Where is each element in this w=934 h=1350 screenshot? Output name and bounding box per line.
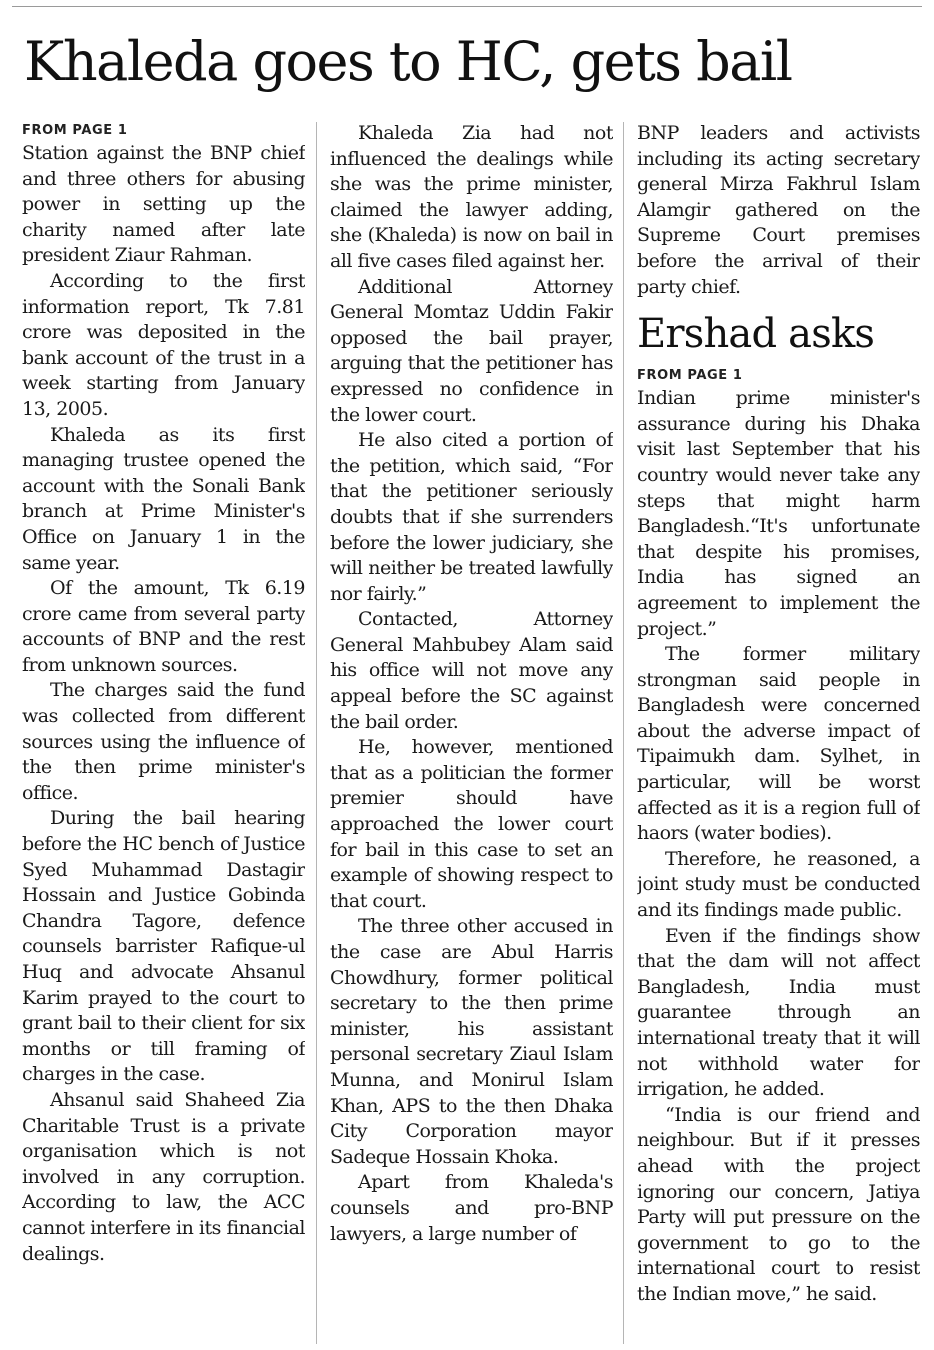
column-divider (623, 122, 624, 1344)
paragraph: Apart from Khaleda's counsels and pro-BNP lawyers, a large number of (330, 1171, 613, 1245)
paragraph: The former military strongman said people in Bangladesh were concerned about the adverse impact of Tipaimukh dam. Sylhet, in particular, will be worst affected as it is a region full of haors (water bodies). (637, 643, 920, 845)
article-column-3 (637, 121, 920, 1343)
top-rule (12, 6, 922, 7)
paragraph: He, however, mentioned that as a politician the former premier should have approached the lower court for bail in this case to set an example of showing respect to that court. (330, 736, 613, 912)
paragraph: Additional Attorney General Momtaz Uddin Fakir opposed the bail prayer, arguing that the petitioner has expressed no confidence in the lower court. (330, 275, 613, 426)
paragraph: Station against the BNP chief and three others for abusing power in setting up the charity named after late president Ziaur Rahman. (22, 142, 305, 267)
headline: Khaleda goes to HC, gets bail (24, 30, 792, 93)
article-column-1 (22, 121, 305, 1343)
paragraph: BNP leaders and activists including its acting secretary general Mirza Fakhrul Islam Alamgir gathered on the Supreme Court premises before the arrival of their party chief. (637, 122, 920, 298)
paragraph: He also cited a portion of the petition, which said, “For that the petitioner seriously doubts that if she surrenders before the lower judiciary, she will neither be treated lawfully nor fairly.” (330, 429, 613, 605)
paragraph: Khaleda Zia had not influenced the dealings while she was the prime minister, claimed the lawyer adding, she (Khaleda) is now on bail in all five cases filed against her. (330, 122, 613, 272)
paragraph: The three other accused in the case are Abul Harris Chowdhury, former political secretary to the then prime minister, his assistant personal secretary Ziaul Islam Munna, and Monirul Islam Khan, APS to the then Dhaka City Corporation mayor Sadeque Hossain Khoka. (330, 915, 613, 1168)
paragraph: Khaleda as its first managing trustee opened the account with the Sonali Bank branch at Prime Minister's Office on January 1 in the same year. (22, 423, 305, 574)
paragraph: According to the first information report, Tk 7.81 crore was deposited in the bank account of the trust in a week starting from January 13, 2005. (22, 269, 305, 420)
article-column-2 (330, 121, 613, 1343)
second-story-headline: Ershad asks (637, 311, 875, 358)
paragraph: “India is our friend and neighbour. But if it presses ahead with the project ignoring our concern, Jatiya Party will put pressure on the government to go to the international court to resist the Indian move,” he said. (637, 1103, 920, 1305)
from-page-kicker: FROM PAGE 1 (22, 123, 128, 138)
paragraph: Contacted, Attorney General Mahbubey Alam said his office will not move any appeal before the SC against the bail order. (330, 608, 613, 733)
paragraph: Ahsanul said Shaheed Zia Charitable Trust is a private organisation which is not involved in any corruption. According to law, the ACC cannot interfere in its financial dealings. (22, 1088, 305, 1265)
paragraph: During the bail hearing before the HC bench of Justice Syed Muhammad Dastagir Hossain and Justice Gobinda Chandra Tagore, defence counsels barrister Rafique-ul Huq and advocate Ahsanul Karim prayed to the court to grant bail to their client for six months or till framing of charges in the case. (22, 807, 305, 1086)
paragraph: Indian prime minister's assurance during his Dhaka visit last September that his country would never take any steps that might harm Bangladesh.“It's unfortunate that despite his promises, India has signed an agreement to implement the project.” (637, 387, 920, 640)
from-page-kicker: FROM PAGE 1 (637, 368, 743, 384)
paragraph: Therefore, he reasoned, a joint study must be conducted and its findings made public. (637, 847, 920, 922)
paragraph: The charges said the fund was collected from different sources using the influence of the then prime minister's office. (22, 679, 305, 804)
paragraph: Of the amount, Tk 6.19 crore came from several party accounts of BNP and the rest from unknown sources. (22, 577, 305, 676)
paragraph: Even if the findings show that the dam will not affect Bangladesh, India must guarantee through an international treaty that it will not withhold water for irrigation, he added. (637, 924, 920, 1101)
column-divider (316, 122, 317, 1344)
